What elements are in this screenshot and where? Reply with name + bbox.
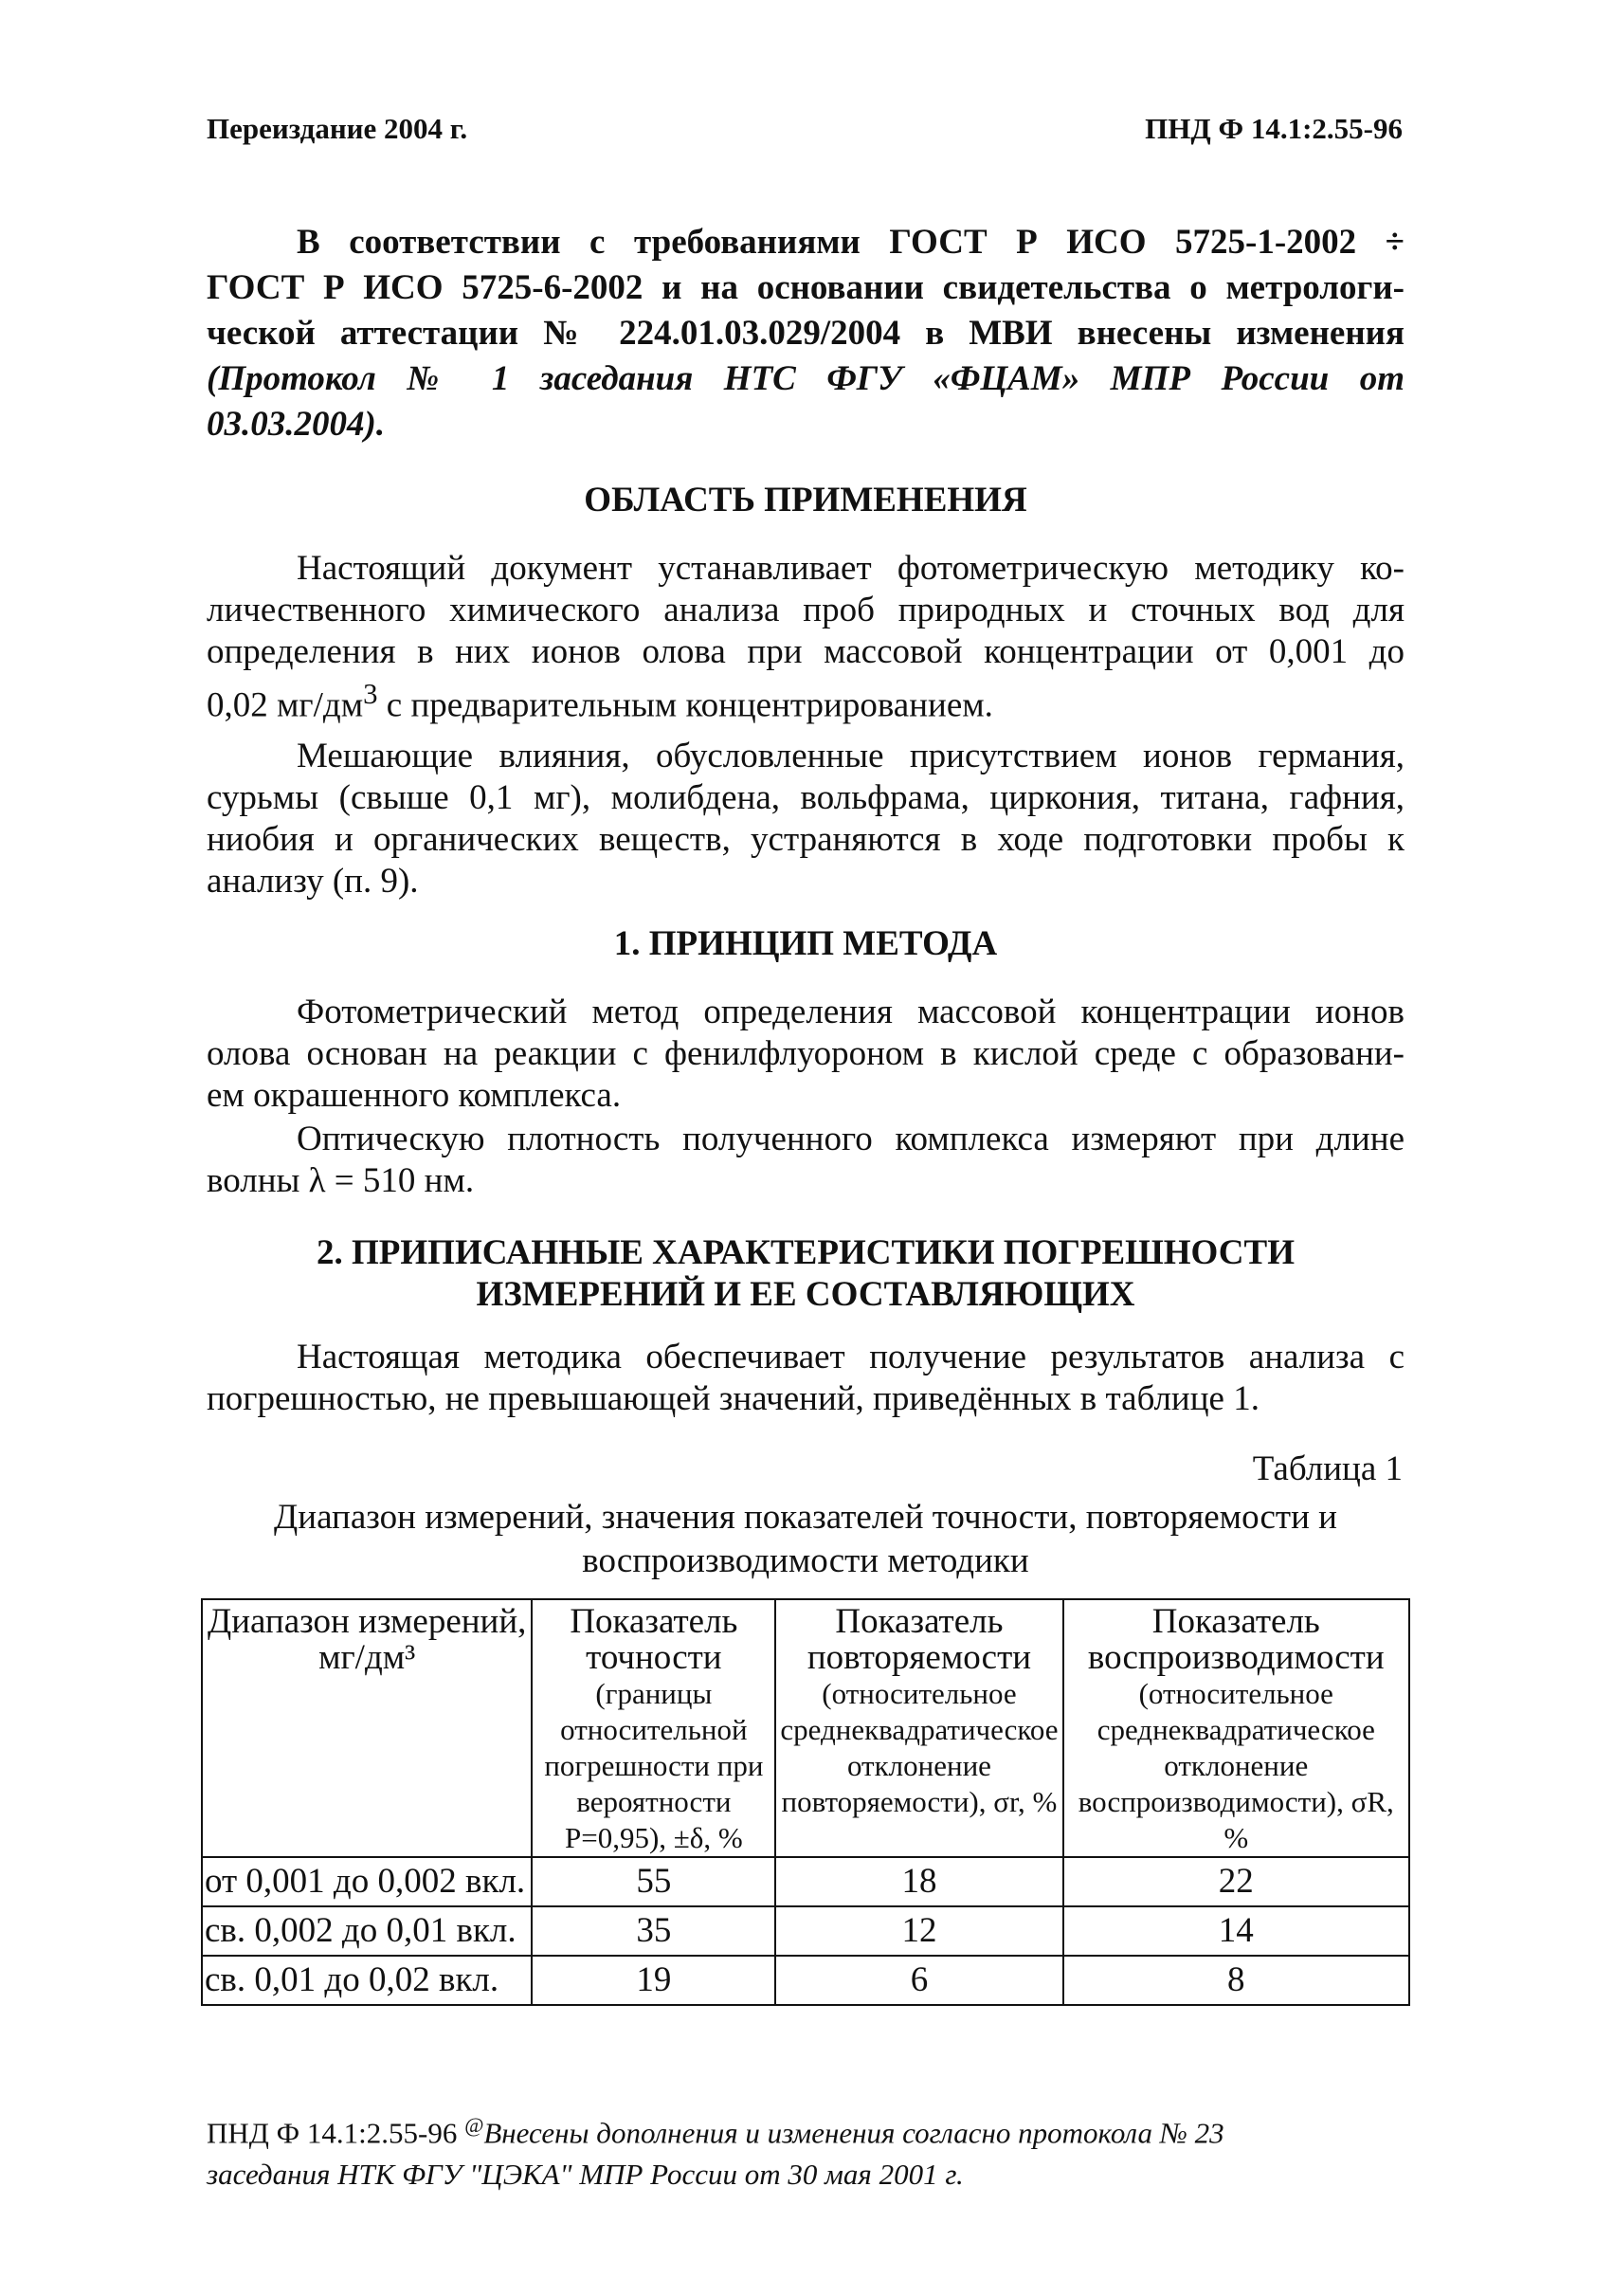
table-row xyxy=(202,1956,1409,2005)
cell-repeatability: 6 xyxy=(775,1956,1062,2005)
heading-line: ИЗМЕРЕНИЙ И ЕЕ СОСТАВЛЯЮЩИХ xyxy=(476,1275,1135,1314)
cell-repeatability: 12 xyxy=(775,1906,1062,1956)
footer-code: ПНД Ф 14.1:2.55-96 xyxy=(207,2116,458,2150)
header-text: Показатель воспроизводимости xyxy=(1087,1602,1385,1677)
header-subtext: (границы относительной погрешности при вероятности P=0,95), ±δ, % xyxy=(544,1677,764,1854)
text-fragment: с предварительным концентрированием. xyxy=(377,685,993,725)
text-line: погрешностью, не превышающей значений, приведённых в таблице 1. xyxy=(207,1379,1260,1418)
text-line: Фотометрический метод определения массовой концентрации ионов xyxy=(297,993,1405,1031)
cell-range: св. 0,002 до 0,01 вкл. xyxy=(202,1906,532,1956)
text-line: сурьмы (свыше 0,1 мг), молибдена, вольфрама, циркония, титана, гафния, xyxy=(207,778,1405,817)
principle-paragraph-2 xyxy=(207,1119,1405,1202)
text-line: Мешающие влияния, обусловленные присутствием ионов германия, xyxy=(297,737,1405,775)
footer-line xyxy=(207,2105,1405,2154)
scope-paragraph-2 xyxy=(207,736,1405,902)
header-text: Показатель точности xyxy=(570,1602,738,1677)
intro-line: В соответствии с требованиями ГОСТ Р ИСО 5725-1-2002 ÷ xyxy=(297,223,1405,262)
header-range xyxy=(202,1599,532,1857)
header-text: Показатель повторяемости xyxy=(806,1602,1032,1677)
text-line: личественного химического анализа проб природных и сточных вод для xyxy=(207,591,1405,629)
section-title-scope: ОБЛАСТЬ ПРИМЕНЕНИЯ xyxy=(584,481,1027,519)
header-text: Диапазон измерений, мг/дм³ xyxy=(207,1602,527,1677)
text-fragment: 0,02 мг/дм xyxy=(207,685,364,725)
header-reproducibility xyxy=(1063,1599,1409,1857)
intro-paragraph xyxy=(207,220,1405,447)
footer-line xyxy=(207,2154,1405,2196)
text-line: Настоящая методика обеспечивает получение результатов анализа с xyxy=(297,1338,1405,1376)
header-repeatability xyxy=(775,1599,1062,1857)
intro-line xyxy=(207,402,1405,447)
cell-reproducibility: 14 xyxy=(1063,1906,1409,1956)
section-title-principle: 1. ПРИНЦИП МЕТОДА xyxy=(613,924,998,963)
cell-range: св. 0,01 до 0,02 вкл. xyxy=(202,1956,532,2005)
cell-accuracy: 55 xyxy=(532,1857,775,1906)
text-line: анализу (п. 9). xyxy=(207,862,419,901)
intro-line xyxy=(207,356,1405,402)
cell-reproducibility: 8 xyxy=(1063,1956,1409,2005)
text-line: Настоящий документ устанавливает фотометрическую методику ко- xyxy=(297,549,1405,588)
table-header-row xyxy=(202,1599,1409,1857)
header-subtext: (относительное среднеквадратическое отклонение повторяемости), σr, % xyxy=(780,1677,1059,1818)
text-line: Оптическую плотность полученного комплекса измеряют при длине xyxy=(297,1120,1405,1158)
cell-repeatability: 18 xyxy=(775,1857,1062,1906)
table-title-line: воспроизводимости методики xyxy=(582,1541,1029,1580)
reissue-note: Переиздание 2004 г. xyxy=(207,112,468,145)
intro-protocol-date: 03.03.2004). xyxy=(207,405,386,444)
footer-note-text: Внесены дополнения и изменения согласно протокола № 23 xyxy=(483,2116,1224,2150)
text-line xyxy=(207,673,1405,726)
footnote-mark: @ xyxy=(464,2113,484,2137)
section-title-characteristics xyxy=(207,1232,1405,1316)
table-row xyxy=(202,1857,1409,1906)
intro-line: ческой аттестации № 224.01.03.029/2004 в МВИ внесены изменения xyxy=(207,314,1405,353)
principle-paragraph-1 xyxy=(207,992,1405,1117)
document-code: ПНД Ф 14.1:2.55-96 xyxy=(1145,112,1403,145)
accuracy-table xyxy=(201,1598,1410,2006)
text-line: определения в них ионов олова при массовой концентрации от 0,001 до xyxy=(207,632,1405,671)
cell-reproducibility: 22 xyxy=(1063,1857,1409,1906)
intro-line: ГОСТ Р ИСО 5725-6-2002 и на основании свидетельства о метрологи- xyxy=(207,268,1405,307)
characteristics-paragraph xyxy=(207,1337,1405,1420)
text-line: волны λ = 510 нм. xyxy=(207,1161,475,1200)
footer-note-text: заседания НТК ФГУ "ЦЭКА" МПР России от 30 мая 2001 г. xyxy=(207,2158,964,2192)
table-label: Таблица 1 xyxy=(1252,1449,1403,1488)
table-title xyxy=(207,1496,1405,1583)
cell-accuracy: 19 xyxy=(532,1956,775,2005)
intro-protocol-ref: (Протокол № 1 заседания НТС ФГУ «ФЦАМ» МПР России от xyxy=(207,359,1405,398)
header-accuracy xyxy=(532,1599,775,1857)
text-line: олова основан на реакции с фенилфлуороном в кислой среде с образовани- xyxy=(207,1034,1405,1073)
text-line: ем окрашенного комплекса. xyxy=(207,1076,622,1115)
footer-note xyxy=(207,2105,1405,2196)
text-line: ниобия и органических веществ, устраняются в ходе подготовки пробы к xyxy=(207,820,1405,859)
table-title-line: Диапазон измерений, значения показателей точности, повторяемости и xyxy=(274,1498,1337,1537)
cell-range: от 0,001 до 0,002 вкл. xyxy=(202,1857,532,1906)
cell-accuracy: 35 xyxy=(532,1906,775,1956)
scope-paragraph-1 xyxy=(207,548,1405,726)
header-subtext: (относительное среднеквадратическое отклонение воспроизводимости), σR, % xyxy=(1078,1677,1394,1854)
table-row xyxy=(202,1906,1409,1956)
heading-line: 2. ПРИПИСАННЫЕ ХАРАКТЕРИСТИКИ ПОГРЕШНОСТИ xyxy=(317,1233,1295,1272)
superscript: 3 xyxy=(363,678,378,710)
